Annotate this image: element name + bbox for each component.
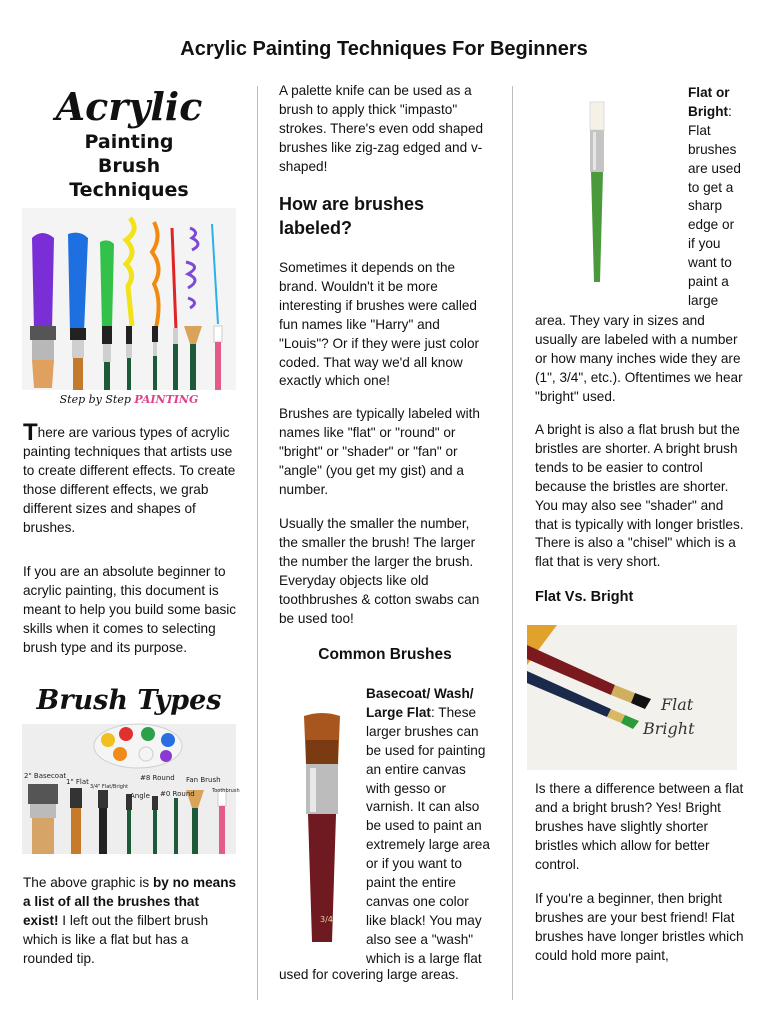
intro-paragraph	[23, 419, 237, 537]
section-heading-common: Common Brushes	[318, 646, 452, 663]
flat-rest-paragraph: area. They vary in sizes and usually are labeled with a number or how many inches wide they are (1", 3/4", etc.). Oftentimes we hear "bright" used.	[535, 313, 743, 404]
note-text-a: The above graphic is	[23, 875, 153, 890]
flat-narrow-line: to get a	[688, 179, 734, 195]
flat-narrow-line: if you	[688, 236, 721, 252]
page-title: Acrylic Painting Techniques For Beginners	[180, 38, 588, 60]
label-0-round: #0 Round	[160, 790, 195, 798]
basecoat-term: Basecoat/ Wash/ Large Flat	[366, 686, 474, 720]
intro-text: here are various types of acrylic painting techniques that artists use to create different effects. To create those different effects, we grab different sizes and shapes of brushes.	[23, 425, 236, 535]
names-paragraph: Brushes are typically labeled with names like "flat" or "round" or "bright" or "shader" or "fan" or "angle" (you get my gist) and a number.	[279, 406, 480, 497]
graphic-title-acrylic: Acrylic	[55, 84, 203, 129]
note-text-bold: by no means a list of all the brushes that exist!	[23, 875, 237, 928]
flat-narrow-line: are used	[688, 160, 741, 176]
label-angle: Angle	[130, 792, 150, 800]
brush-types-illustration	[22, 724, 236, 854]
intro-dropcap: T	[23, 419, 38, 446]
palette-knife-paragraph: A palette knife can be used as a brush to apply thick "impasto" strokes. There's even odd shaped brushes like zig-zag edged and v-shaped!	[279, 83, 484, 174]
graphic-title-painting: Painting	[84, 131, 174, 153]
note-text-b: I left out the filbert brush which is like a flat but has a rounded tip.	[23, 912, 209, 966]
graphic-credit	[22, 390, 236, 410]
photo-label-bright: Bright	[643, 719, 695, 738]
brush-types-graphic	[22, 682, 240, 854]
number-paragraph: Usually the smaller the number, the smaller the brush! The larger the number the larger the brush. Everyday objects like old toothbrushes & cotton swabs can be used too!	[279, 516, 480, 626]
basecoat-text: : These larger brushes can be used for painting an entire canvas with gesso or varnish. It can also be used to paint an extremely large area or if you want to paint the entire canvas one color like black! You may also see a "wash" which is a large flat	[366, 704, 490, 966]
flat-narrow-line: want to	[688, 255, 732, 271]
graphic-title-techniques: Techniques	[69, 179, 189, 201]
section-heading-labeled: How are brushes labeled?	[279, 194, 425, 238]
column-divider-right	[512, 86, 513, 1000]
basecoat-brush-image	[298, 710, 346, 944]
label-toothbrush: Toothbrush	[212, 788, 240, 794]
bright-paragraph: A bright is also a flat brush but the bristles are shorter. A bright brush tends to be easier to control because the bristles are shorter. You may also see "shader" and that is typically with longer bristles. There is also a "chisel" which is a flat that is very short.	[535, 422, 744, 570]
graphic-note-paragraph	[23, 874, 237, 969]
brand-paragraph: Sometimes it depends on the brand. Wouldn't it be more interesting if brushes were called fun names like "Harry" and "Louis"? Or if they were just color coded. That way we'd all know exactly which one!	[279, 260, 480, 389]
label-3-4-flat-bright: 3/4" Flat/Bright	[90, 784, 129, 790]
column-divider-left	[257, 86, 258, 1000]
flat-bright-term: Flat or Bright	[688, 85, 730, 119]
flat-brush-image	[585, 100, 609, 284]
section-heading-flat-vs-bright: Flat Vs. Bright	[535, 589, 634, 605]
flat-bright-colon: :	[728, 103, 732, 119]
beginner-bright-paragraph: If you're a beginner, then bright brushes are your best friend! Flat brushes have longer bristles which could hold more paint,	[535, 891, 744, 963]
label-8-round: #8 Round	[140, 774, 175, 782]
photo-label-flat: Flat	[661, 695, 694, 714]
label-basecoat: 2" Basecoat	[24, 772, 67, 780]
acrylic-techniques-graphic	[22, 86, 236, 412]
flat-narrow-line: paint a	[688, 274, 729, 290]
flat-narrow-line: sharp	[688, 198, 723, 214]
brush-types-title: Brush Types	[36, 685, 222, 716]
flat-narrow-line: brushes	[688, 141, 737, 157]
flat-narrow-text	[688, 122, 758, 311]
flat-vs-heading-wrap	[535, 588, 747, 607]
flat-narrow-line: Flat	[688, 122, 711, 138]
basecoat-paragraph	[366, 685, 492, 969]
flat-narrow-line: edge or	[688, 217, 735, 233]
flat-vs-bright-photo	[527, 625, 737, 770]
credit-brand: PAINTING	[134, 393, 199, 406]
credit-prefix: Step by Step	[59, 393, 131, 406]
graphic-title-brush: Brush	[97, 155, 161, 177]
flat-bright-term-block	[688, 84, 758, 311]
brush-strokes-illustration	[22, 208, 236, 390]
common-heading-wrap	[258, 646, 512, 665]
beginner-paragraph: If you are an absolute beginner to acrylic painting, this document is meant to help you build some basic skills when it comes to selecting brush type and its purpose.	[23, 564, 237, 655]
flat-narrow-line: large	[688, 292, 719, 308]
label-1-flat: 1" Flat	[66, 778, 89, 786]
brush-stamp: 3/4	[320, 915, 333, 924]
labeled-heading-wrap	[279, 192, 489, 240]
label-fan-brush: Fan Brush	[186, 776, 221, 784]
basecoat-tail: used for covering large areas.	[279, 967, 459, 982]
difference-paragraph: Is there a difference between a flat and a bright brush? Yes! Bright brushes have slightly shorter bristles which allow for better control.	[535, 781, 744, 872]
